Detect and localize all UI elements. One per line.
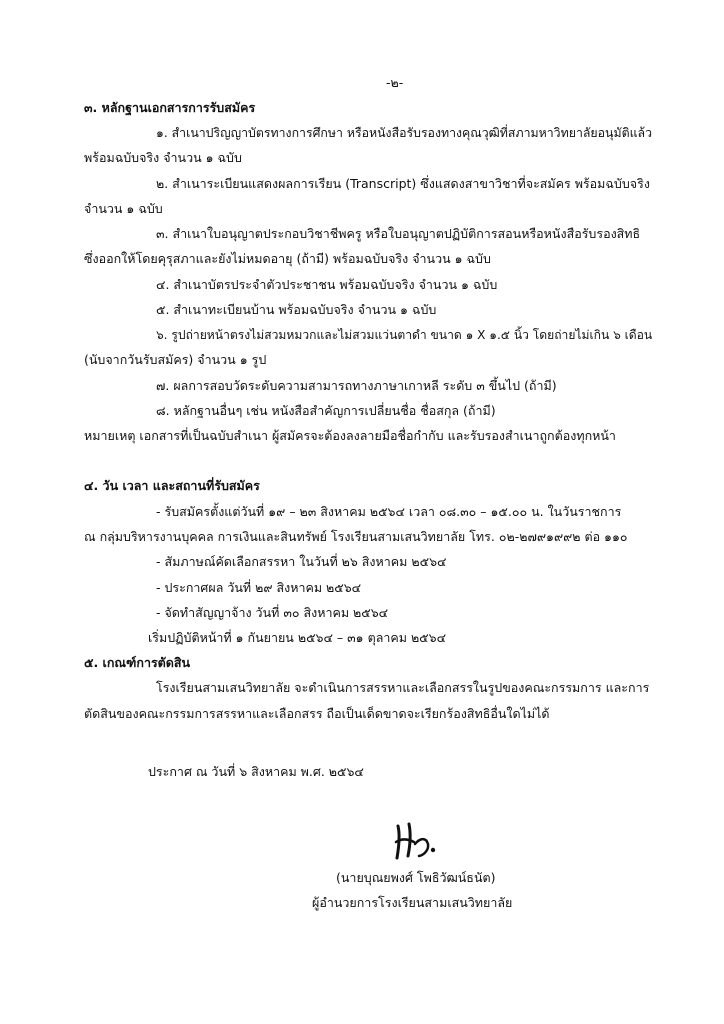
section4-line-2: ณ กลุ่มบริหารงานบุคคล การเงินและสินทรัพย์ โรงเรียนสามเสนวิทยาลัย โทร. ๐๒-๒๗๙๑๙๙๒ ต่อ ๑๑๐ [84, 529, 628, 544]
section5-heading: ๕. เกณฑ์การตัดสิน [84, 655, 191, 670]
section3-item-3: ๓. สำเนาใบอนุญาตประกอบวิชาชีพครู หรือใบอนุญาตปฏิบัติการสอนหรือหนังสือรับรองสิทธิ [156, 226, 641, 241]
signer-position: ผู้อำนวยการโรงเรียนสามเสนวิทยาลัย [312, 895, 513, 910]
section3-item-1-cont: พร้อมฉบับจริง จำนวน ๑ ฉบับ [84, 150, 242, 165]
section5-line-2: ตัดสินของคณะกรรมการสรรหาและเลือกสรร ถือเป็นเด็ดขาดจะเรียกร้องสิทธิอื่นใดไม่ได้ [84, 706, 550, 721]
section3-item-5: ๕. สำเนาทะเบียนบ้าน พร้อมฉบับจริง จำนวน ๑ ฉบับ [156, 302, 437, 317]
section3-item-2: ๒. สำเนาระเบียนแสดงผลการเรียน (Transcript) ซึ่งแสดงสาขาวิชาที่จะสมัคร พร้อมฉบับจริง [156, 176, 650, 191]
section3-heading: ๓. หลักฐานเอกสารการรับสมัคร [84, 100, 256, 115]
section4-line-1: - รับสมัครตั้งแต่วันที่ ๑๙ – ๒๓ สิงหาคม ๒๕๖๔ เวลา ๐๘.๓๐ – ๑๕.๐๐ น. ในวันราชการ [156, 504, 622, 519]
section3-item-3-cont: ซึ่งออกให้โดยคุรุสภาและยังไม่หมดอายุ (ถ้ามี) พร้อมฉบับจริง จำนวน ๑ ฉบับ [84, 251, 491, 266]
section3-item-8: ๘. หลักฐานอื่นๆ เช่น หนังสือสำคัญการเปลี่ยนชื่อ ชื่อสกุล (ถ้ามี) [156, 403, 496, 418]
section4-line-4: - ประกาศผล วันที่ ๒๙ สิงหาคม ๒๕๖๔ [156, 580, 362, 595]
section3-item-2-cont: จำนวน ๑ ฉบับ [84, 201, 163, 216]
section3-item-4: ๔. สำเนาบัตรประจำตัวประชาชน พร้อมฉบับจริง จำนวน ๑ ฉบับ [156, 277, 498, 292]
handwritten-signature [388, 820, 440, 864]
section5-line-1: โรงเรียนสามเสนวิทยาลัย จะดำเนินการสรรหาและเลือกสรรในรูปของคณะกรรมการ และการ [156, 680, 650, 695]
section4-line-3: - สัมภาษณ์คัดเลือกสรรหา ในวันที่ ๒๖ สิงหาคม ๒๕๖๔ [156, 554, 447, 569]
signer-name: (นายบุณยพงศ์ โพธิวัฒน์ธนัต) [336, 870, 496, 885]
section4-line-6: เริ่มปฏิบัติหน้าที่ ๑ กันยายน ๒๕๖๔ – ๓๑ ตุลาคม ๒๕๖๔ [148, 630, 447, 645]
section4-heading: ๔. วัน เวลา และสถานที่รับสมัคร [84, 478, 260, 493]
page-number: -๒- [386, 75, 404, 90]
announcement-date: ประกาศ ณ วันที่ ๖ สิงหาคม พ.ศ. ๒๕๖๔ [148, 764, 364, 779]
section3-note: หมายเหตุ เอกสารที่เป็นฉบับสำเนา ผู้สมัครจะต้องลงลายมือชื่อกำกับ และรับรองสำเนาถูกต้องทุกหน้า [84, 428, 616, 443]
section3-item-6-cont: (นับจากวันรับสมัคร) จำนวน ๑ รูป [84, 352, 267, 367]
section3-item-7: ๗. ผลการสอบวัดระดับความสามารถทางภาษาเกาหลี ระดับ ๓ ขึ้นไป (ถ้ามี) [156, 378, 557, 393]
section3-item-6: ๖. รูปถ่ายหน้าตรงไม่สวมหมวกและไม่สวมแว่นตาดำ ขนาด ๑ X ๑.๕ นิ้ว โดยถ่ายไม่เกิน ๖ เดือน [156, 328, 653, 342]
section3-item-1: ๑. สำเนาปริญญาบัตรทางการศึกษา หรือหนังสือรับรองทางคุณวุฒิที่สภามหาวิทยาลัยอนุมัติแล้ว [156, 126, 653, 140]
section4-line-5: - จัดทำสัญญาจ้าง วันที่ ๓๐ สิงหาคม ๒๕๖๔ [156, 605, 389, 620]
